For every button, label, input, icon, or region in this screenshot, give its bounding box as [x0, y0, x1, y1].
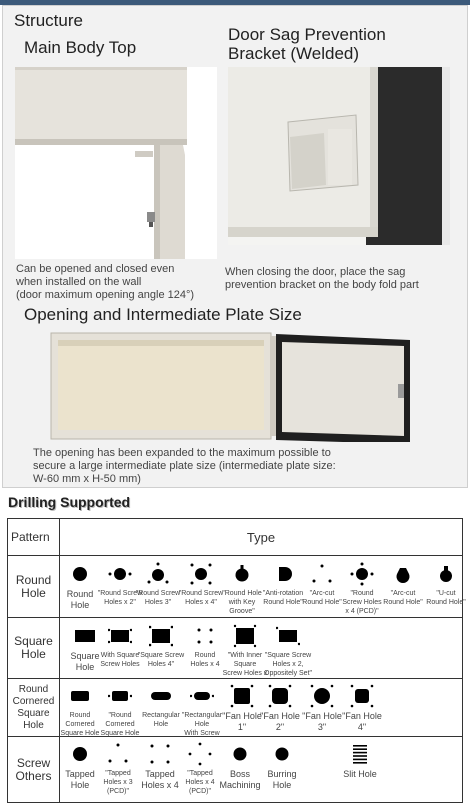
- fan-hole-4-icon: [338, 684, 386, 708]
- structure-heading: Structure: [14, 11, 83, 30]
- drill-type-label: "Arc-cut: [390, 590, 416, 597]
- arc-cut-round-hole-2-icon: [379, 562, 427, 586]
- drill-type-label: (PCD)": [189, 788, 211, 795]
- square-screw-holes-2-opposite-icon: [264, 624, 312, 648]
- row-label-round-cornered-square-hole: Round Cornered Square Hole: [8, 679, 60, 737]
- drill-type-label: Holes x 4: [141, 780, 179, 790]
- slit-hole-icon: [336, 742, 384, 766]
- drill-type-label: Hole: [272, 780, 292, 790]
- drill-type-label: Square: [233, 661, 257, 668]
- drill-type-label: "Arc-cut: [309, 590, 335, 597]
- drill-type-label: Screw Holes: [342, 599, 382, 606]
- drill-type-square-screw-holes-2-opposite: [264, 624, 312, 678]
- row-label-screw-others: Screw Others: [8, 737, 60, 803]
- drill-type-fan-hole-4: [338, 684, 386, 733]
- drill-type-label: "Square Screw: [264, 652, 312, 659]
- drill-type-label: "Round Screw: [135, 590, 181, 597]
- drill-type-label: with Key Groove": [228, 599, 256, 615]
- drill-type-label: Round Hole": [383, 599, 423, 606]
- drill-type-u-cut-round-hole: [422, 562, 470, 607]
- drilling-table: [7, 518, 466, 803]
- drill-type-label: Holes 3": [144, 599, 172, 606]
- drill-type-label: x 4 (PCD)": [345, 608, 379, 615]
- drill-type-label: Holes x 2,: [272, 661, 304, 668]
- drill-type-label: 4": [357, 722, 367, 732]
- drill-type-label: Holes 4": [147, 661, 175, 668]
- drill-type-fan-hole-2: [256, 684, 304, 733]
- drill-type-label: "Round: [350, 590, 374, 597]
- drill-type-label: "Rectangular: [181, 712, 223, 719]
- boss-machining-icon: [216, 742, 264, 766]
- drill-type-arc-cut-round-hole-2: [379, 562, 427, 607]
- drill-type-label: "With Inner: [227, 652, 263, 659]
- drill-type-label: Holes x 2": [104, 599, 136, 606]
- drill-type-label: Tapped: [145, 769, 175, 779]
- drilling-supported-title: Drilling Supported: [8, 494, 131, 510]
- type-header: Type: [60, 519, 463, 556]
- drill-type-label: Square: [70, 651, 100, 661]
- drill-type-label: Hole: [194, 721, 210, 728]
- drill-type-label: Holes x 4: [185, 779, 215, 786]
- drill-type-label: "Fan Hole: [342, 711, 382, 721]
- drill-type-label: "Square Screw: [137, 652, 185, 659]
- drill-type-label: "Round Screw: [178, 590, 224, 597]
- burring-hole-icon: [258, 742, 306, 766]
- drill-type-label: Round Hole": [263, 599, 303, 606]
- inner-square-screw-holes-4-icon: [221, 624, 269, 648]
- round-screw-holes-3-icon: [134, 562, 182, 586]
- drill-type-round-screw-holes-3: [134, 562, 182, 607]
- drill-type-label: 2": [275, 722, 285, 732]
- drill-type-label: Round Hole": [426, 599, 466, 606]
- drill-type-label: Burring: [267, 769, 297, 779]
- drill-type-label: Machining: [219, 780, 261, 790]
- drill-type-label: Hole: [70, 600, 90, 610]
- drill-type-label: Boss: [229, 769, 250, 779]
- tapped-holes-3-pcd-icon: [94, 742, 142, 766]
- drill-type-label: Holes x 3: [103, 779, 133, 786]
- drill-type-tapped-holes-3-pcd: [94, 742, 142, 796]
- main-body-top-photo: [15, 67, 217, 259]
- drill-type-label: Square Hole: [60, 730, 100, 737]
- opening-title: Opening and Intermediate Plate Size: [24, 305, 302, 324]
- drill-type-label: Round Cornered: [65, 712, 95, 728]
- opening-photo: [50, 332, 416, 442]
- drill-type-label: (PCD)": [107, 788, 129, 795]
- u-cut-round-hole-icon: [422, 562, 470, 586]
- drill-type-label: Square Hole: [100, 730, 140, 737]
- drill-type-label: Holes x 4: [190, 661, 220, 668]
- drill-type-label: "Fan Hole: [222, 711, 262, 721]
- drill-type-label: "Round Screw: [97, 590, 143, 597]
- drill-type-label: Holes x 4": [185, 599, 217, 606]
- drill-type-label: Hole: [70, 780, 90, 790]
- drill-type-label: "Round Cornered: [105, 712, 135, 728]
- drill-type-label: Round: [194, 652, 216, 659]
- drill-type-label: 3": [317, 722, 327, 732]
- fan-hole-2-icon: [256, 684, 304, 708]
- row-label-round-hole: Round Hole: [8, 556, 60, 618]
- drill-type-label: Tapped: [65, 769, 95, 779]
- door-sag-bracket-photo: [228, 67, 450, 245]
- drill-type-slit-hole: [336, 742, 384, 780]
- drill-type-label: Round: [66, 589, 94, 599]
- drill-type-label: "Round Hole: [222, 590, 262, 597]
- drill-type-label: Rectangular: [142, 712, 180, 719]
- drill-type-label: "Fan Hole: [260, 711, 300, 721]
- main-body-top-caption: Can be opened and closed even when installed on the wall (door maximum opening angle 124°): [16, 263, 195, 301]
- drill-type-boss-machining: [216, 742, 264, 791]
- drill-type-label: "Tapped: [187, 770, 213, 777]
- drill-type-label: Screw Holes x: [222, 670, 268, 677]
- door-sag-title: Door Sag Prevention Bracket (Welded): [228, 25, 386, 63]
- drill-type-label: Slit Hole: [343, 769, 377, 779]
- drill-type-label: "Tapped: [105, 770, 131, 777]
- drill-type-label: "Fan Hole: [302, 711, 342, 721]
- drill-type-label: "Anti-rotation: [262, 590, 304, 597]
- drill-type-label: Hole: [75, 662, 95, 672]
- drill-type-square-screw-holes-4: [137, 624, 185, 669]
- square-screw-holes-4-icon: [137, 624, 185, 648]
- drill-type-burring-hole: [258, 742, 306, 791]
- door-sag-caption: When closing the door, place the sag prevention bracket on the body fold part: [225, 266, 419, 291]
- pattern-header: Pattern: [8, 519, 60, 556]
- drill-type-label: 1": [237, 722, 247, 732]
- drill-type-label: "U-cut: [436, 590, 456, 597]
- drill-type-label: Oppositely Set": [264, 670, 313, 677]
- drill-type-label: Round Hole": [302, 599, 342, 606]
- drill-type-label: With Screw: [184, 730, 220, 737]
- row-label-square-hole: Square Hole: [8, 618, 60, 679]
- main-body-top-title: Main Body Top: [24, 38, 137, 57]
- drill-type-label: With Square: [100, 652, 140, 659]
- drill-type-label: Screw Holes: [100, 661, 140, 668]
- opening-caption: The opening has been expanded to the maximum possible to secure a large intermediate plate size (intermediate plate size: W-60 mm x H-50 mm): [33, 447, 336, 485]
- drill-type-label: Hole: [153, 721, 169, 728]
